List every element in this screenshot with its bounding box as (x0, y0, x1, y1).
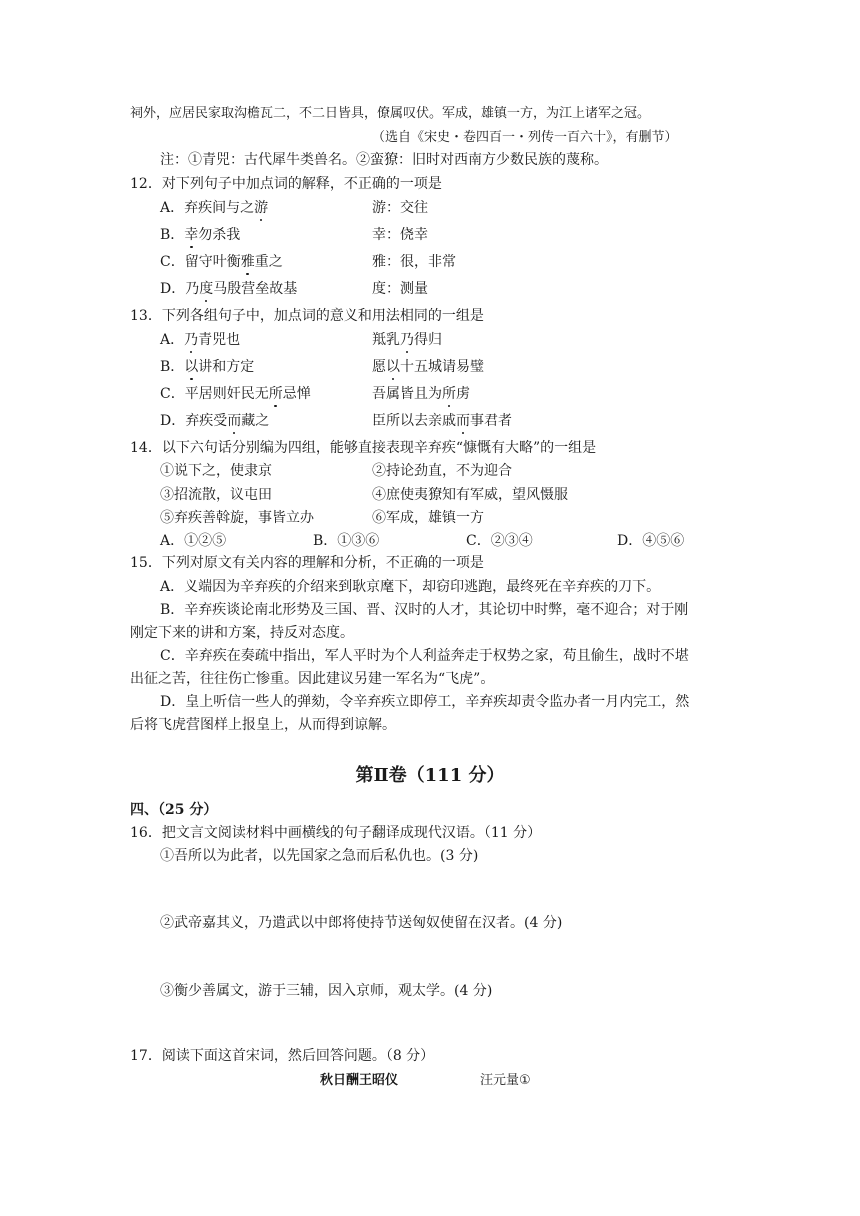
q16-sentence-3: ③衡少善属文，游于三辅，因入京师，观太学。(4 分) (160, 983, 493, 999)
option-letter: A． (160, 200, 185, 216)
poem-author: 汪元量① (480, 1073, 531, 1088)
passage-source: （选自《宋史・卷四百一・列传一百六十》，有删节） (372, 130, 678, 145)
option-text: 平居则奸民无 (184, 386, 269, 402)
q16-sentence-2: ②武帝嘉其义，乃遣武以中郎将使持节送匈奴使留在汉者。(4 分) (160, 915, 563, 931)
option-text: 讲和方定 (198, 359, 255, 375)
q13-option-a-right (372, 330, 442, 350)
q13-option-b-right (372, 357, 484, 377)
option-text: 事君者 (470, 413, 512, 429)
dotted-word: 幸 (184, 227, 199, 243)
option-text: 重之 (254, 254, 283, 270)
dotted-word: 以 (184, 359, 199, 375)
q13-option-d-left (160, 411, 269, 431)
q16-sentence-1: ①吾所以为此者，以先国家之急而后私仇也。(3 分) (160, 848, 479, 864)
q15-option-d: D．皇上听信一些人的弹劾，令辛弃疾立即停工，辛弃疾却责令监办者一月内完工，然 (160, 694, 690, 710)
option-text: 忌惮 (282, 386, 311, 402)
q15-stem: 15．下列对原文有关内容的理解和分析，不正确的一项是 (130, 555, 484, 571)
q15-option-d-cont: 后将飞虎营图样上报皇上，从而得到谅解。 (130, 717, 396, 733)
option-letter: B． (160, 359, 185, 375)
passage-line: 祠外，应居民家取沟檐瓦二，不二日皆具，僚属叹伏。军成，雄镇一方，为江上诸军之冠。 (130, 106, 651, 121)
dotted-word: 所 (268, 386, 283, 402)
option-text: 乃 (185, 281, 200, 297)
q12-explain-a: 游：交往 (372, 200, 428, 216)
option-text: 弃疾间与之 (184, 200, 255, 216)
q13-option-c-left (160, 384, 311, 404)
q12-option-b (160, 225, 240, 245)
option-letter: B． (160, 227, 185, 243)
q13-option-a-left (160, 330, 240, 350)
option-text: 臣所以去亲戚 (372, 413, 456, 429)
dotted-word: 雅 (240, 254, 255, 270)
option-text: 虏 (456, 386, 470, 402)
q12-option-d (160, 279, 297, 299)
section-title: 第Ⅱ卷（111 分） (355, 765, 505, 786)
option-letter: C． (160, 254, 185, 270)
q13-option-d-right (372, 411, 512, 431)
q14-stem: 14．以下六句话分别编为四组，能够直接表现辛弃疾“慷慨有大略”的一组是 (130, 440, 597, 456)
option-text: 马殷营垒故基 (213, 281, 298, 297)
option-text: 弃疾受 (185, 413, 228, 429)
q12-option-a (160, 198, 268, 218)
q15-option-c: C．辛弃疾在奏疏中指出，军人平时为个人利益奔走于权势之家，苟且偷生，战时不堪 (160, 648, 689, 664)
q14-choice-b: B．①③⑥ (313, 533, 380, 549)
option-text: 藏之 (241, 413, 270, 429)
q14-choice-a: A．①②⑤ (160, 533, 227, 549)
q14-item: ④庶使夷獠知有军威，望风慑服 (372, 487, 568, 503)
dotted-word: 以 (386, 359, 400, 375)
dotted-word: 而 (456, 413, 470, 429)
q12-option-c (160, 252, 283, 272)
option-text: 羝乳 (372, 332, 400, 348)
q14-item: ⑥军成，雄镇一方 (372, 510, 484, 526)
q12-explain-d: 度：测量 (372, 281, 428, 297)
option-text: 留守叶衡 (184, 254, 241, 270)
dotted-word: 乃 (400, 332, 414, 348)
option-text: 愿 (372, 359, 386, 375)
dotted-word: 所 (442, 386, 456, 402)
option-letter: C． (160, 386, 185, 402)
q14-item: ①说下之，使隶京 (160, 463, 272, 479)
option-text: 青兕也 (198, 332, 241, 348)
q17-stem: 17．阅读下面这首宋词，然后回答问题。（8 分） (130, 1048, 435, 1064)
option-letter: A． (160, 332, 185, 348)
dotted-word: 而 (227, 413, 242, 429)
option-letter: D． (160, 281, 186, 297)
passage-note: 注：①青兕：古代犀牛类兽名。②蛮獠：旧时对西南方少数民族的蔑称。 (160, 152, 608, 168)
q14-item: ③招流散，议屯田 (160, 487, 272, 503)
q14-item: ②持论劲直，不为迎合 (372, 463, 512, 479)
q15-option-b: B．辛弃疾谈论南北形势及三国、晋、汉时的人才，其论切中时弊，毫不迎合；对于刚 (160, 602, 689, 618)
dotted-word: 度 (199, 281, 214, 297)
q12-stem: 12．对下列句子中加点词的解释，不正确的一项是 (130, 176, 442, 192)
option-text: 十五城请易璧 (400, 359, 484, 375)
option-letter: D． (160, 413, 186, 429)
q12-explain-b: 幸：侥幸 (372, 227, 428, 243)
q14-item: ⑤弃疾善斡旋，事皆立办 (160, 510, 314, 526)
option-text: 得归 (414, 332, 442, 348)
q14-choice-c: C．②③④ (466, 533, 533, 549)
q13-stem: 13．下列各组句子中，加点词的意义和用法相同的一组是 (130, 308, 484, 324)
part-heading: 四、（25 分） (130, 802, 218, 818)
q15-option-a: A．义端因为辛弃疾的介绍来到耿京麾下，却窃印逃跑，最终死在辛弃疾的刀下。 (160, 579, 661, 595)
option-text: 吾属皆且为 (372, 386, 442, 402)
option-text: 勿杀我 (198, 227, 241, 243)
q13-option-c-right (372, 384, 470, 404)
q15-option-b-cont: 刚定下来的讲和方案，持反对态度。 (130, 625, 354, 641)
dotted-word: 乃 (184, 332, 199, 348)
q12-explain-c: 雅：很，非常 (372, 254, 456, 270)
q16-stem: 16．把文言文阅读材料中画横线的句子翻译成现代汉语。（11 分） (130, 825, 542, 841)
poem-title: 秋日酬王昭仪 (320, 1073, 399, 1088)
q14-choice-d: D．④⑤⑥ (617, 533, 685, 549)
q13-option-b-left (160, 357, 254, 377)
dotted-word: 游 (254, 200, 269, 216)
q15-option-c-cont: 出征之苦，往往伤亡惨重。因此建议另建一军名为“飞虎”。 (130, 671, 495, 687)
